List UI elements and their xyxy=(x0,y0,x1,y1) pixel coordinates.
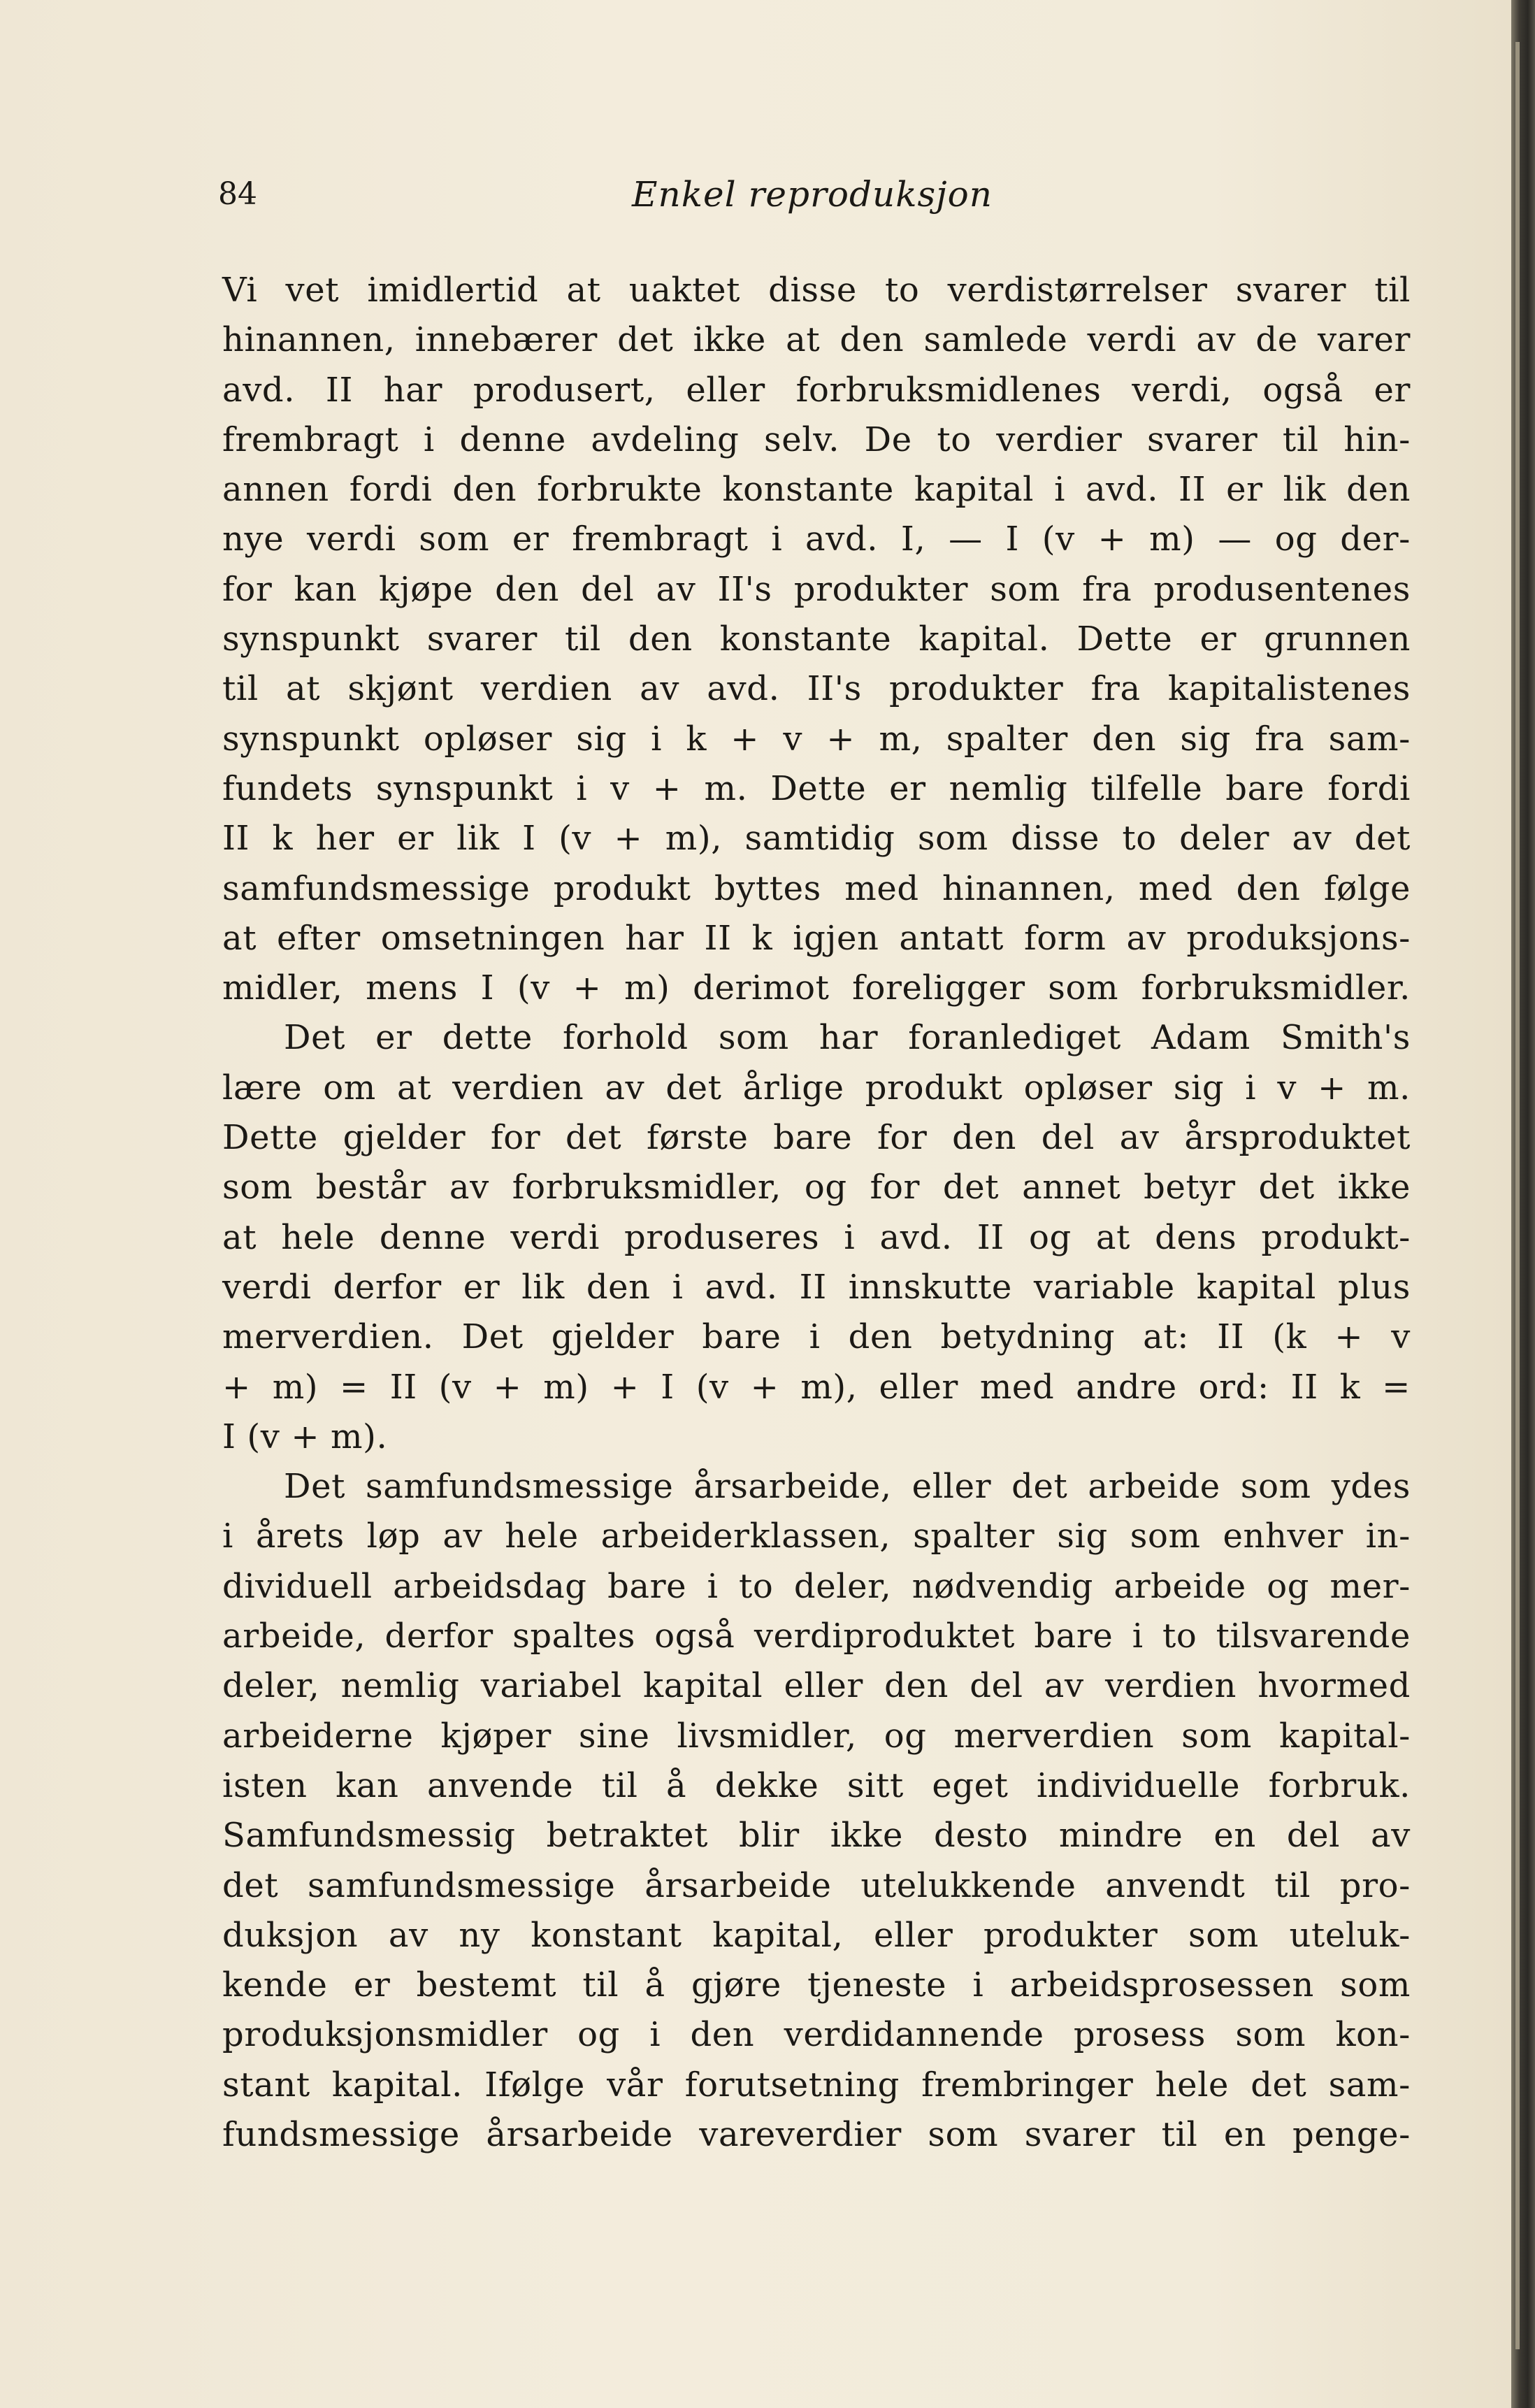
text-line: produksjonsmidler og i den verdidannende prosess som kon- xyxy=(222,2015,1411,2055)
text-line: som består av forbruksmidler, og for det annet betyr det ikke xyxy=(222,1168,1411,1207)
text-line: til at skjønt verdien av avd. II's produkter fra kapitalistenes xyxy=(222,669,1411,709)
text-line: arbeide, derfor spaltes også verdiproduktet bare i to tilsvarende xyxy=(222,1617,1411,1656)
text-line: fundsmessige årsarbeide vareverdier som svarer til en penge- xyxy=(222,2114,1411,2154)
text-line: stant kapital. Ifølge vår forutsetning frembringer hele det sam- xyxy=(222,2065,1411,2105)
page-number: 84 xyxy=(218,176,257,212)
text-line: at efter omsetningen har II k igjen antatt form av produksjons- xyxy=(222,918,1411,958)
text-line: lære om at verdien av det årlige produkt opløser sig i v + m. xyxy=(222,1068,1411,1108)
text-line: verdi derfor er lik den i avd. II innskutte variable kapital plus xyxy=(222,1267,1411,1307)
text-line: deler, nemlig variabel kapital eller den del av verdien hvormed xyxy=(222,1666,1411,1706)
body-text xyxy=(222,266,1411,2160)
text-line: duksjon av ny konstant kapital, eller produkter som uteluk- xyxy=(222,1915,1411,1955)
text-line: annen fordi den forbrukte konstante kapital i avd. II er lik den xyxy=(222,470,1411,510)
text-line: + m) = II (v + m) + I (v + m), eller med andre ord: II k = xyxy=(222,1367,1411,1407)
text-line: fundets synspunkt i v + m. Dette er nemlig tilfelle bare fordi xyxy=(222,768,1411,808)
text-line: Det samfundsmessige årsarbeide, eller det arbeide som ydes xyxy=(284,1467,1411,1507)
text-line: I (v + m). xyxy=(222,1417,388,1456)
text-line: at hele denne verdi produseres i avd. II og at dens produkt- xyxy=(222,1217,1411,1257)
text-line: for kan kjøpe den del av II's produkter som fra produsentenes xyxy=(222,569,1411,609)
text-line: hinannen, innebærer det ikke at den samlede verdi av de varer xyxy=(222,320,1411,360)
running-title: Enkel reproduksjon xyxy=(632,174,993,215)
text-line: dividuell arbeidsdag bare i to deler, nødvendig arbeide og mer- xyxy=(222,1566,1411,1606)
text-line: merverdien. Det gjelder bare i den betydning at: II (k + v xyxy=(222,1317,1411,1357)
text-line: synspunkt svarer til den konstante kapital. Dette er grunnen xyxy=(222,619,1411,659)
text-line: II k her er lik I (v + m), samtidig som disse to deler av det xyxy=(222,819,1411,859)
page-edge-line xyxy=(1515,42,1520,2349)
text-line: kende er bestemt til å gjøre tjeneste i arbeidsprosessen som xyxy=(222,1965,1411,2005)
text-line: frembragt i denne avdeling selv. De to verdier svarer til hin- xyxy=(222,420,1411,459)
text-line: synspunkt opløser sig i k + v + m, spalter den sig fra sam- xyxy=(222,719,1411,759)
text-line: isten kan anvende til å dekke sitt eget individuelle forbruk. xyxy=(222,1765,1411,1805)
text-line: Samfundsmessig betraktet blir ikke desto mindre en del av xyxy=(222,1816,1411,1856)
page-header xyxy=(218,166,1406,222)
text-line: samfundsmessige produkt byttes med hinannen, med den følge xyxy=(222,868,1411,908)
text-line: i årets løp av hele arbeiderklassen, spalter sig som enhver in- xyxy=(222,1517,1411,1556)
text-line: Det er dette forhold som har foranlediget Adam Smith's xyxy=(284,1018,1411,1058)
text-line: Vi vet imidlertid at uaktet disse to verdistørrelser svarer til xyxy=(222,271,1411,310)
text-line: det samfundsmessige årsarbeide utelukkende anvendt til pro- xyxy=(222,1865,1411,1905)
text-line: Dette gjelder for det første bare for den del av årsproduktet xyxy=(222,1118,1411,1158)
text-line: arbeiderne kjøper sine livsmidler, og merverdien som kapital- xyxy=(222,1716,1411,1756)
text-line: midler, mens I (v + m) derimot foreligger som forbruksmidler. xyxy=(222,968,1411,1008)
text-line: avd. II har produsert, eller forbruksmidlenes verdi, også er xyxy=(222,370,1411,410)
text-line: nye verdi som er frembragt i avd. I, — I (v + m) — og der- xyxy=(222,519,1411,559)
